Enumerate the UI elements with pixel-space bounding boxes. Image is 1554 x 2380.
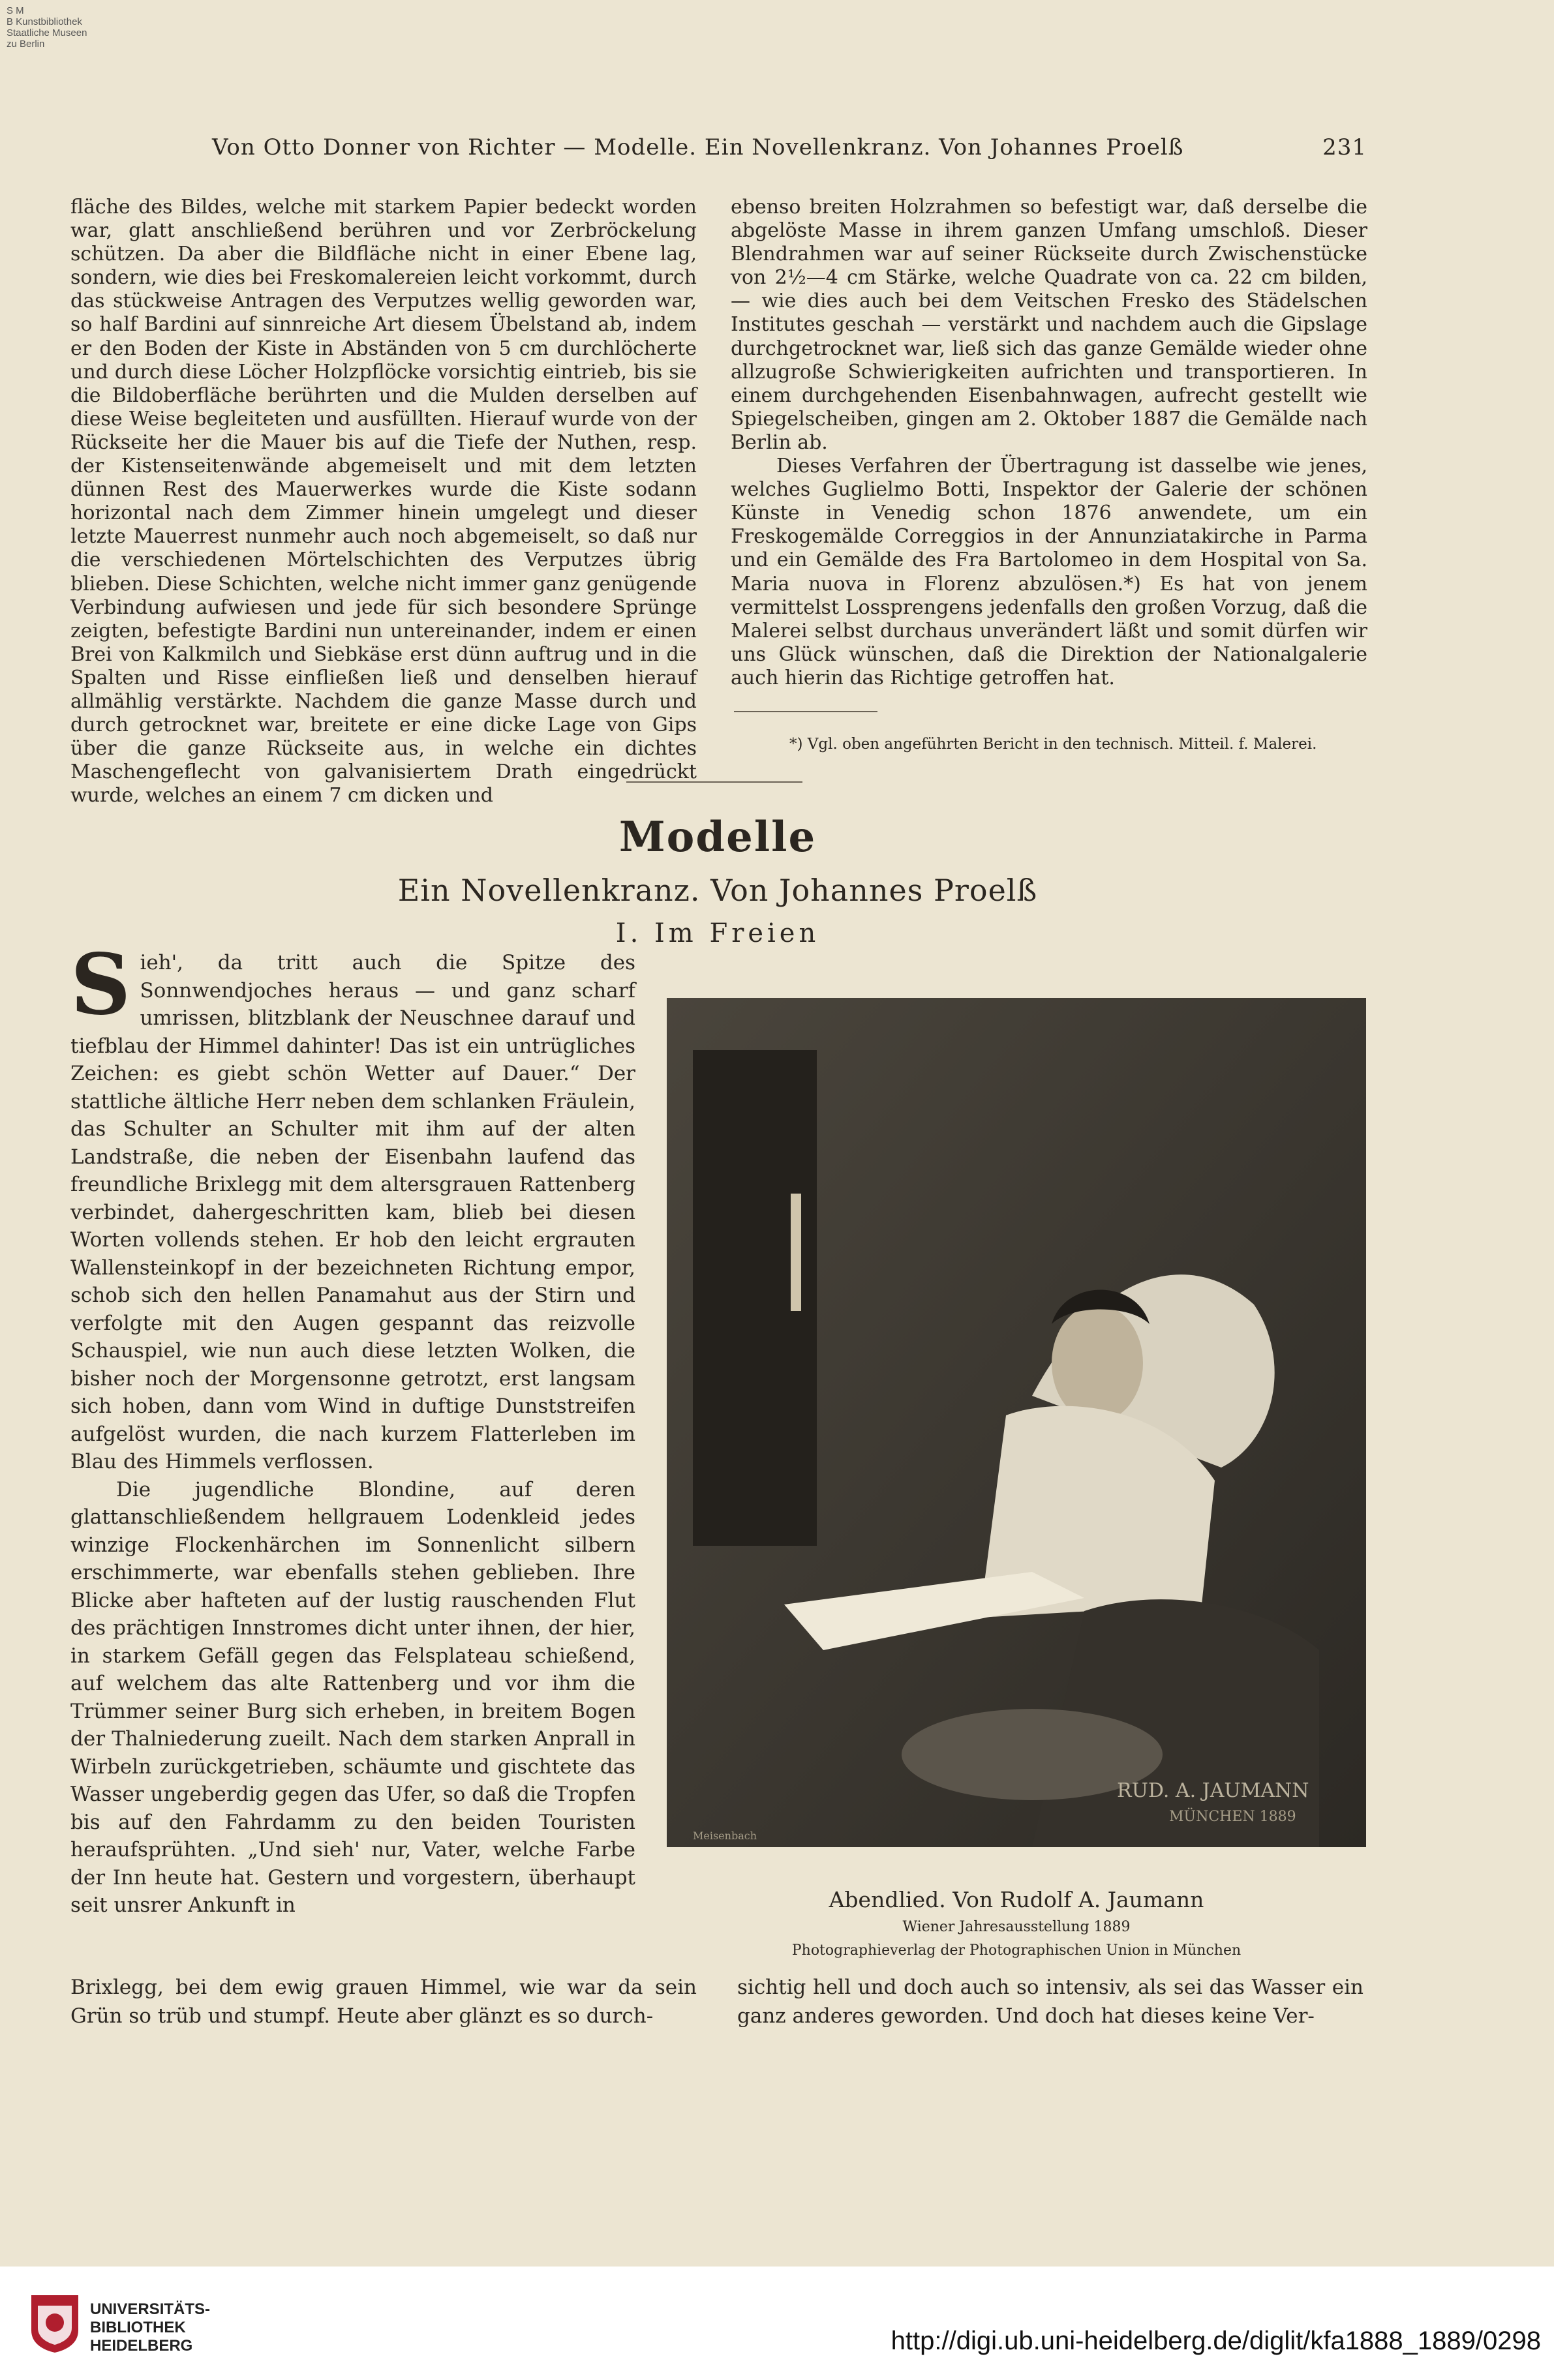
footnote-rule [734,711,877,712]
caption-publisher: Photographieverlag der Photographischen Union in München [791,1942,1242,1959]
stamp-line: Staatliche Museen [7,27,87,38]
stamp-line: B Kunstbibliothek [7,16,82,27]
signature-date: MÜNCHEN 1889 [1169,1809,1296,1825]
drop-cap: S [70,936,131,1034]
section-separator [626,781,802,783]
face [1052,1304,1143,1422]
article-subtitle: Ein Novellenkranz. Von Johannes Proelß [397,873,1038,908]
paragraph-text: ieh', da tritt auch die Spitze des Sonnwendjoches heraus — und ganz scharf umrissen, blitzblank der Neuschnee darauf und tiefblau der Himmel dahinter! Das ist ein untrügliches Zeichen: es giebt schön Wetter auf Dauer.“ Der stattliche ältliche Herr neben dem schlanken Fräulein, das Schulter an Schulter mit ihm auf der alten Landstraße, die neben der Eisenbahn laufend das freundliche Brixlegg mit dem altersgrauen Rattenberg verbindet, dahergeschritten kam, blieb bei diesen Worten vollends stehen. Er hob den leicht ergrauten Wallensteinkopf in der bezeichneten Richtung empor, schob sich den hellen Panamahut aus der Stirn und verfolgte mit den Augen gespannt das reizvolle Schauspiel, wie nun auch diese letzten Wolken, die bisher noch der Morgensonne getrotzt, erst langsam sich hoben, dann vom Wind in duftige Dunststreifen aufgelöst wurden, die nach kurzem Flatterleben im Blau des Himmels verflossen. [70,951,635,1473]
running-head-text: Von Otto Donner von Richter — Modelle. Ein Novellenkranz. Von Johannes Proelß [212,134,1184,160]
caption-title: Abendlied. Von Rudolf A. Jaumann [829,1887,1204,1912]
paragraph: fläche des Bildes, welche mit starkem Papier bedeckt worden war, glatt anschließend berühren und vor Zerbröckelung schützen. Da aber die Bildfläche nicht in einer Ebene lag, sondern, wie dies bei Freskomalereien leicht vorkommt, durch das stückweise Antragen des Verputzes wellig geworden war, so half Bardini auf sinnreiche Art diesem Übelstand ab, indem er den Boden der Kiste in Abständen von 5 cm durchlöcherte und durch diese Löcher Holzpflöcke vorsichtig eintrieb, bis sie die Bildoberfläche berührten und die Mulden derselben auf diese Weise begleiteten und ausfüllten. Hierauf wurde von der Rückseite her die Mauer bis auf die Tiefe der Nuthen, resp. der Kistenseitenwände abgemeiselt und mit dem letzten dünnen Rest des Mauerwerkes wurde die Kiste sodann horizontal nach dem Zimmer hinein umgelegt und dieser letzte Mauerrest nunmehr auch noch abgemeiselt, so daß nur die verschiedenen Mörtelschichten des Verputzes übrig blieben. Diese Schichten, welche nicht immer ganz genügende Verbindung aufwiesen und jede für sich besondere Sprünge zeigten, befestigte Bardini nun untereinander, indem er einen Brei von Kalkmilch und Siebkäse erst dünn auftrug und in die Spalten und Risse einfließen ließ und denselben hierauf allmählig verstärkte. Nachdem die ganze Masse durch und durch getrocknet war, breitete er eine dicke Lage von Gips über die ganze Rückseite aus, in welche ein dichtes Maschengeflecht von galvanisiertem Drath eingedrückt wurde, welches an einem 7 cm dicken und [70,196,697,807]
paragraph: Dieses Verfahren der Übertragung ist dasselbe wie jenes, welches Guglielmo Botti, Inspektor der Galerie der schönen Künste in Venedig schon 1876 anwendete, um ein Freskogemälde Correggios in der Annunziatakirche in Parma und ein Gemälde des Fra Bartolomeo in dem Hospital von Sa. Maria nuova in Florenz abzulösen.*) Es hat von jenem vermittelst Lossprengens jedenfalls den großen Vorzug, daß die Malerei selbst durchaus unverändert läßt und somit dürfen wir uns Glück wünschen, daß die Direktion der Nationalgalerie auch hierin das Richtige getroffen hat. [731,455,1367,689]
institution-line: UNIVERSITÄTS- [90,2300,211,2318]
article-title: Modelle [618,813,817,862]
engraver-mark: Meisenbach [693,1830,757,1842]
page-number: 231 [1322,134,1367,160]
bottom-right-text: sichtig hell und doch auch so intensiv, als sei das Wasser ein ganz anderes geworden. Und doch hat dieses keine Ver- [737,1976,1364,2028]
bottom-left-text: Brixlegg, bei dem ewig grauen Himmel, wie war da sein Grün so trüb und stumpf. Heute aber glänzt es so durch- [70,1976,697,2028]
illustration-plate [667,998,1366,1847]
artist-signature: RUD. A. JAUMANN [1117,1779,1309,1802]
source-url[interactable]: http://digi.ub.uni-heidelberg.de/diglit/kfa1888_1889/0298 [891,2327,1541,2355]
stamp-line: S M [7,5,24,16]
institution-line: BIBLIOTHEK [90,2319,186,2336]
library-stamp [7,5,87,50]
running-head [212,134,1367,160]
column-left-top [70,196,697,807]
paragraph: ebenso breiten Holzrahmen so befestigt war, daß derselbe die abgelöste Masse in ihrem ganzen Umfang umschloß. Dieser Blendrahmen war auf seiner Rückseite durch Zwischenstücke von 2½—4 cm Stärke, welche Quadrate von ca. 22 cm bilden, — wie dies auch bei dem Veitschen Fresko des Städelschen Institutes geschah — verstärkt und nachdem auch die Gipslage durchgetrocknet war, ließ sich das ganze Gemälde wieder ohne allzugroße Schwierigkeiten aufrichten und transportieren. In einem durchgehenden Eisenbahnwagen, aufrecht gestellt wie Spiegelscheiben, gingen am 2. Oktober 1887 die Gemälde nach Berlin ab. [731,196,1367,454]
section-heading: I. Im Freien [615,918,820,948]
footnote: *) Vgl. oben angeführten Bericht in den technisch. Mitteil. f. Malerei. [789,736,1317,753]
institution-line: HEIDELBERG [90,2337,193,2355]
paragraph: Die jugendliche Blondine, auf deren glattanschließendem hellgrauem Lodenkleid jedes winzige Flockenhärchen im Sonnenlicht silbern erschimmerte, war ebenfalls stehen geblieben. Ihre Blicke aber hafteten auf der lustig rauschenden Flut des prächtigen Innstromes dicht unter ihnen, der hier, in starkem Gefäll gegen das Felsplateau schießend, auf welchem das alte Rattenberg und vor ihm die Trümmer seiner Burg sich erheben, in breitem Bogen der Thalniederung zueilt. Nach dem starken Anprall in Wirbeln zurückgetrieben, schäumte und gischtete das Wasser ungeberdig gegen das Ufer, so daß die Tropfen bis auf den Fahrdamm zu den beiden Touristen heraufsprühten. „Und sieh' nur, Vater, welche Farbe der Inn heute hat. Gestern und vorgestern, überhaupt seit unsrer Ankunft in [70,1477,635,1917]
column-right-top [731,196,1367,690]
illustration-artwork [667,998,1366,1847]
caption-exhibition: Wiener Jahresausstellung 1889 [902,1919,1131,1935]
paragraph [70,936,635,1476]
digitization-footer [0,2267,1554,2380]
stamp-line: zu Berlin [7,38,45,50]
candle [791,1194,801,1311]
university-seal-icon [29,2293,81,2354]
institution-name [90,2300,210,2355]
story-column [70,936,635,1920]
